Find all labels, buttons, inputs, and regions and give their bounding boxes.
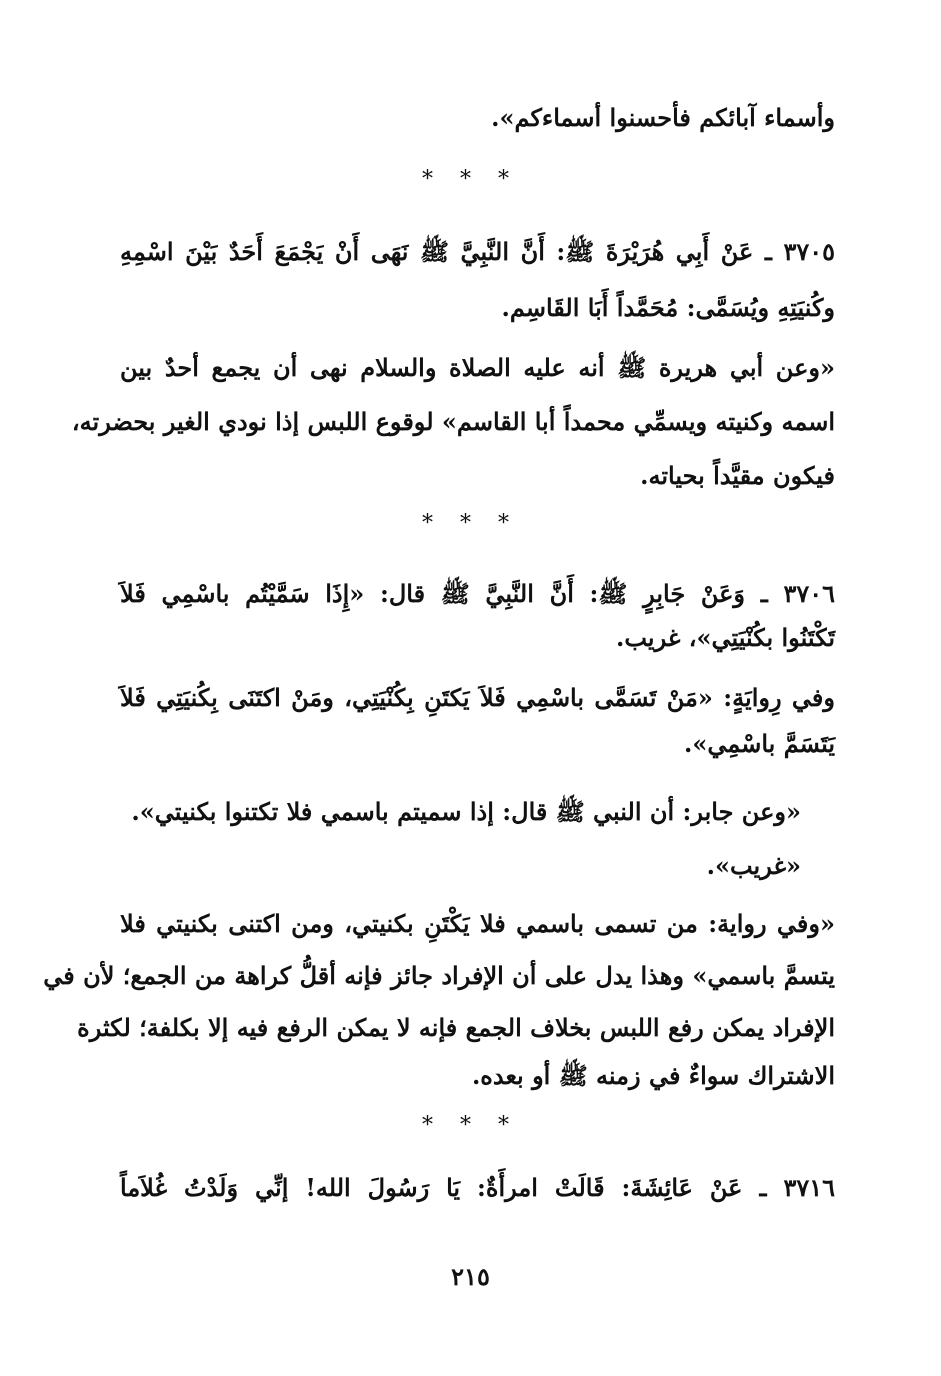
hadith-line: وكُنيَتِهِ ويُسَمَّى: مُحَمَّداً أَبَا القَاسِم. (501, 293, 835, 322)
hadith-line: ٣٧٠٥ ـ عَنْ أَبِي هُرَيْرَةَ ﷺ: أَنَّ النَّبِيَّ ﷺ نَهَى أَنْ يَجْمَعَ أَحَدٌ بَيْنَ اسْمِهِ (120, 237, 835, 266)
commentary-line: اسمه وكنيته ويسمِّي محمداً أبا القاسم» لوقوع اللبس إذا نودي الغير بحضرته، (71, 407, 835, 436)
commentary-line: الإفراد يمكن رفع اللبس بخلاف الجمع فإنه لا يمكن الرفع فيه إلا بكلفة؛ لكثرة (77, 1013, 835, 1042)
commentary-line: «وعن أبي هريرة ﷺ أنه عليه الصلاة والسلام نهى أن يجمع أحدٌ بين (120, 353, 835, 382)
section-separator: * * * (422, 511, 519, 536)
section-separator: * * * (422, 167, 519, 192)
hadith-line: ٣٧٠٦ ـ وَعَنْ جَابِرٍ ﷺ: أَنَّ النَّبِيَّ ﷺ قال: «إِذَا سَمَّيْتُم باسْمِي فَلاَ (120, 579, 835, 608)
text-line: وأسماء آبائكم فأحسنوا أسماءكم». (491, 103, 835, 132)
commentary-line: «غريب». (706, 851, 801, 880)
commentary-line: فيكون مقيَّداً بحياته. (640, 461, 835, 490)
hadith-line: وفي رِوايَةٍ: «مَنْ تَسَمَّى باسْمِي فَلاَ يَكتَنِ بِكُنْيَتِي، ومَنْ اكتَنَى بِكُنيَتِي فَلاَ (120, 683, 835, 712)
commentary-line: «وعن جابر: أن النبي ﷺ قال: إذا سميتم باسمي فلا تكتنوا بكنيتي». (131, 797, 801, 826)
commentary-line: «وفي رواية: من تسمى باسمي فلا يَكْتَنِ بكنيتي، ومن اكتنى بكنيتي فلا (120, 909, 835, 938)
hadith-line: يَتَسَمَّ باسْمِي». (684, 729, 835, 758)
commentary-line: يتسمَّ باسمي» وهذا يدل على أن الإفراد جائز فإنه أقلُّ كراهة من الجمع؛ لأن في (43, 961, 835, 990)
page-number: ٢١٥ (451, 1262, 490, 1291)
hadith-line: تَكْتَنُوا بكُنْيَتِي»، غريب. (616, 623, 835, 652)
commentary-line: الاشتراك سواءٌ في زمنه ﷺ أو بعده. (471, 1061, 835, 1090)
section-separator: * * * (422, 1113, 519, 1138)
hadith-line: ٣٧١٦ ـ عَنْ عَائِشَةَ: قَالَتْ امرأَةٌ: يَا رَسُولَ الله! إنِّي وَلَدْتُ غُلاَماً (120, 1173, 835, 1202)
